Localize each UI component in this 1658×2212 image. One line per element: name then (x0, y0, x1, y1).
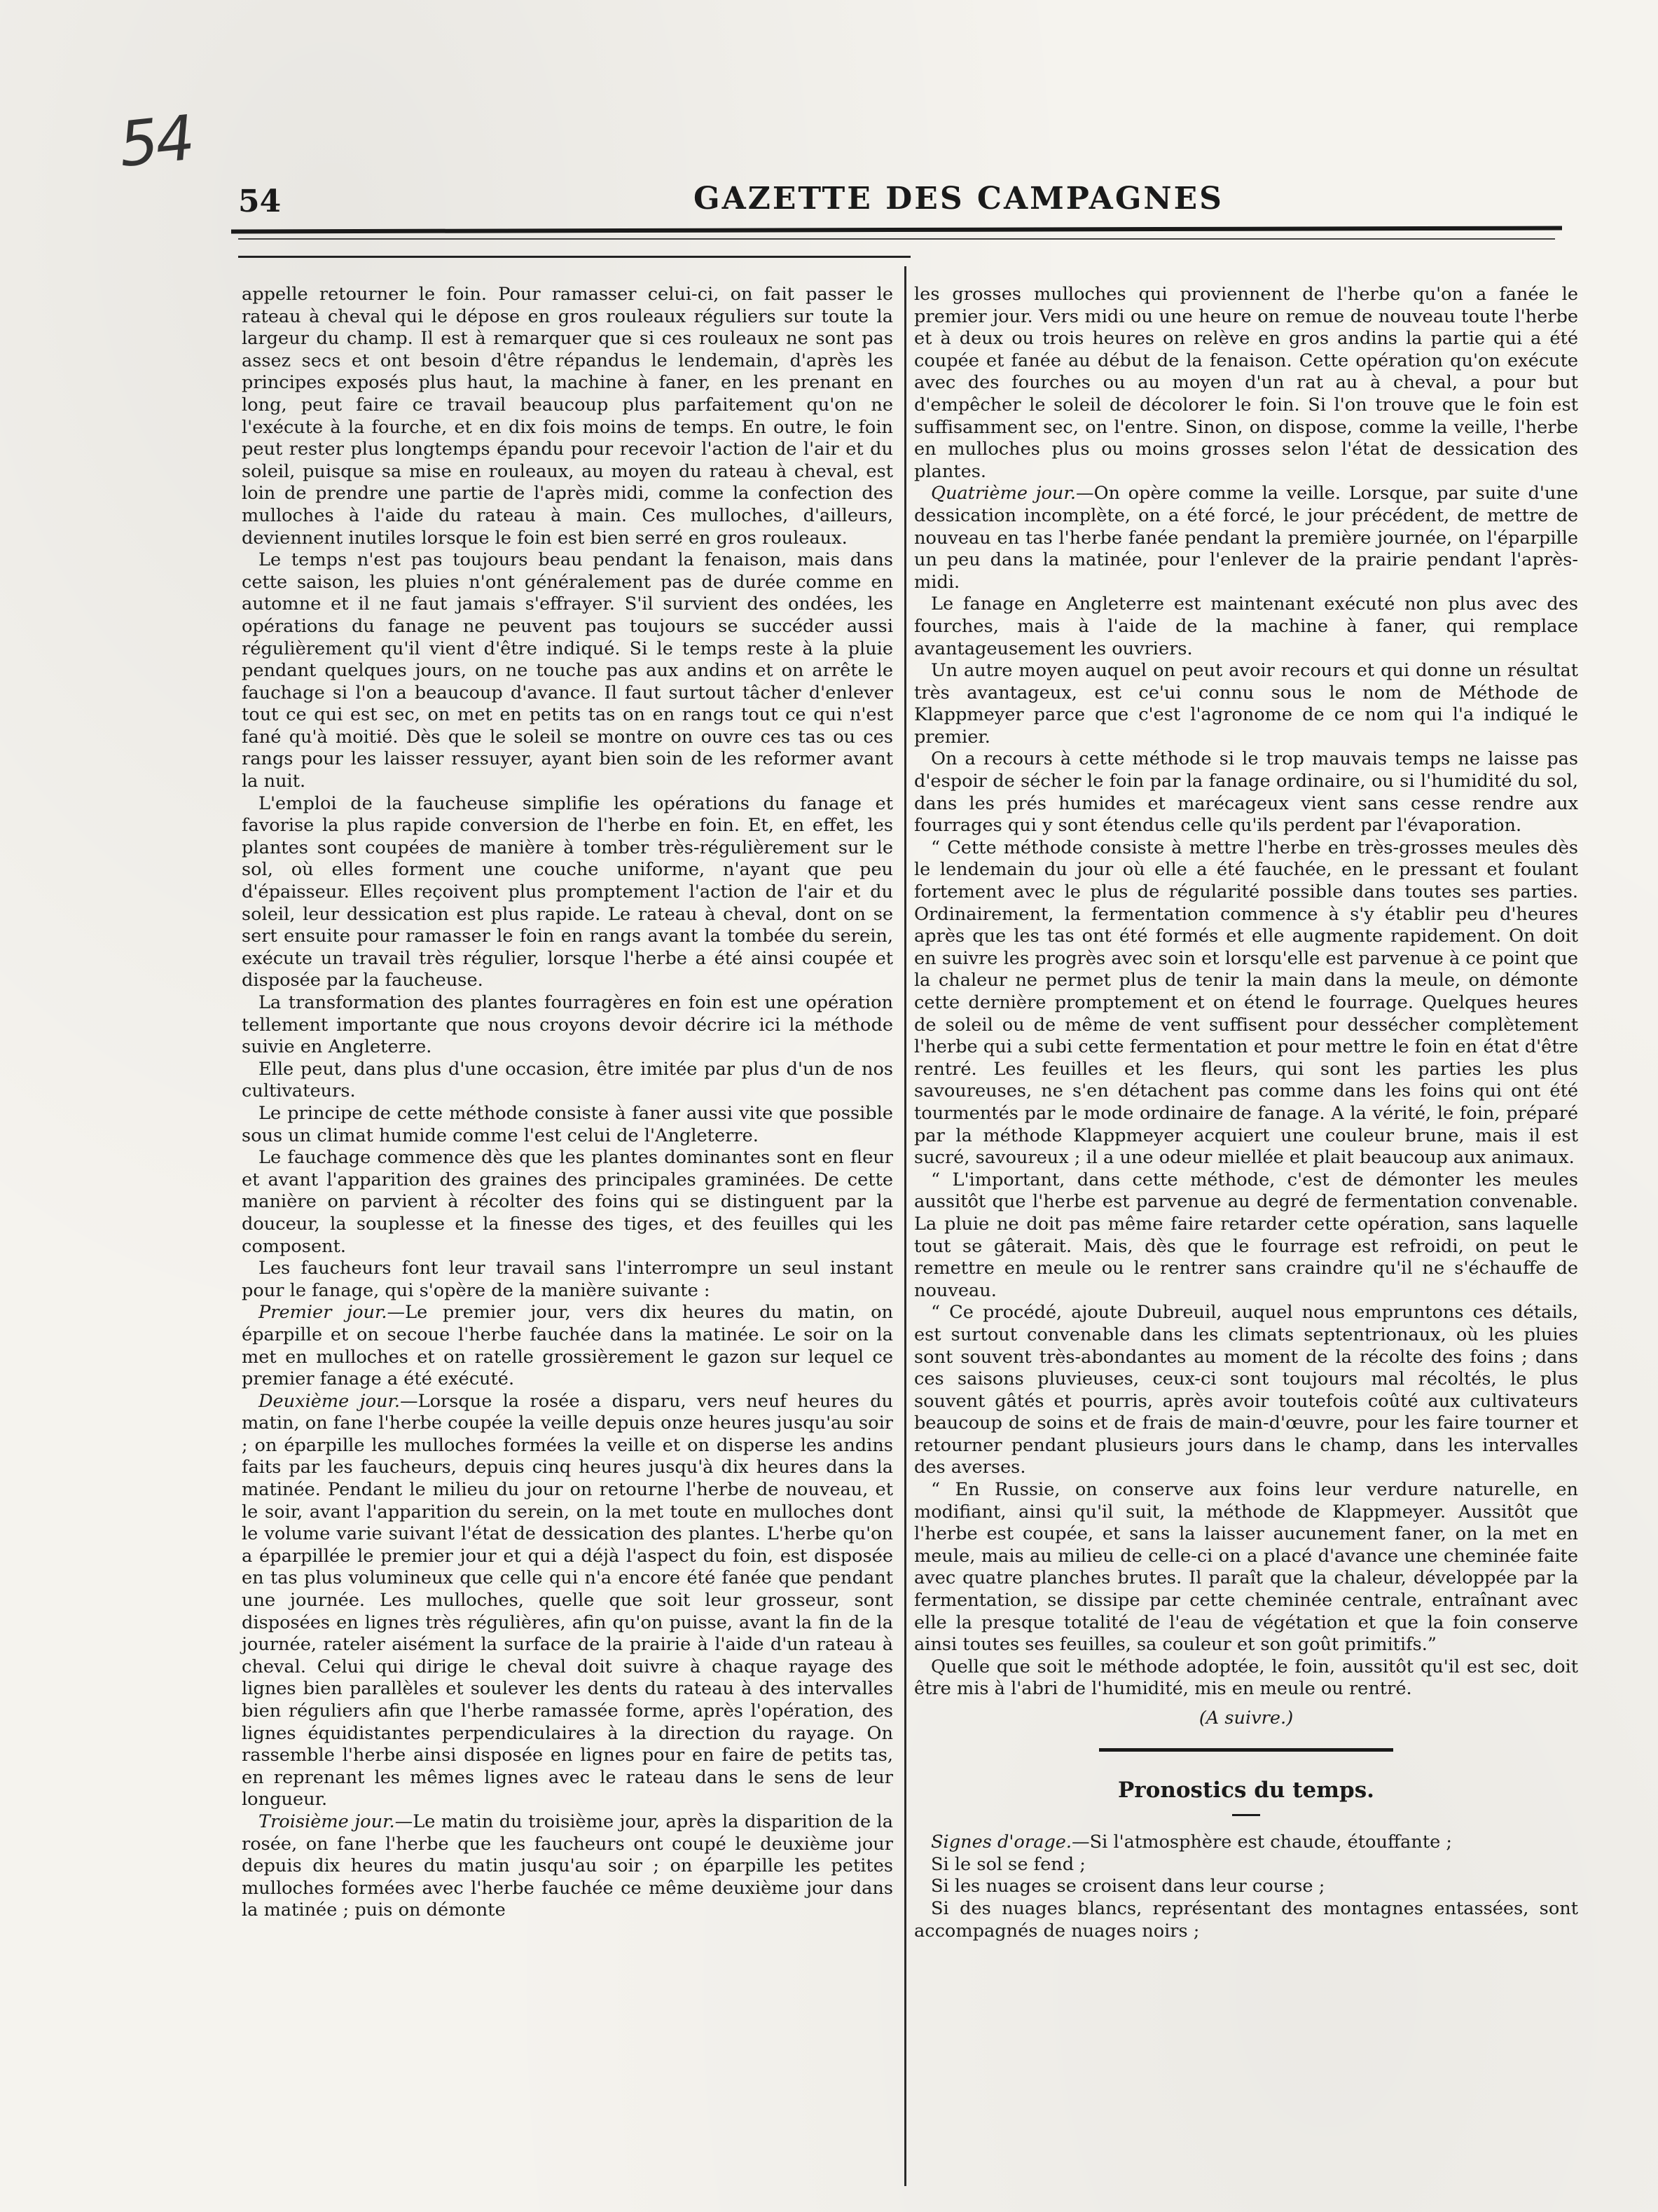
paragraph-signes-orage: Signes d'orage.—Si l'atmosphère est chaude, étouffante ; (931, 1832, 1453, 1853)
section-title-rule (1232, 1814, 1260, 1816)
paragraph-quote: “ En Russie, on conserve aux foins leur verdure naturelle, en modifiant, ainsi qu'il suit, la méthode de Klappmeyer. Aussitôt que l'herbe est coupée, et sans la laisser aucunement faner, on la met en meule, mais au milieu de celle-ci on a placé d'avance une cheminée faite avec quatre planches brutes. Il paraît que la chaleur, développée par la fermentation, se dissipe par cette cheminée centrale, entraînant avec elle la presque totalité de l'eau de végétation et que la foin conserve ainsi toutes ses feuilles, sa couleur et son goût primitifs.” (914, 1479, 1578, 1656)
paragraph: Un autre moyen auquel on peut avoir recours et qui donne un résultat très avantageux, est ce'ui connu sous le nom de Méthode de Klappmeyer parce que c'est l'agronome de ce nom qui l'a indiqué le premier. (914, 660, 1578, 748)
paragraph: Les faucheurs font leur travail sans l'interrompre un seul instant pour le fanage, qui s'opère de la manière suivante : (242, 1258, 893, 1301)
page-number: 54 (238, 184, 282, 219)
paragraph: les grosses mulloches qui proviennent de l'herbe qu'on a fanée le premier jour. Vers midi ou une heure on remue de nouveau toute l'herbe et à deux ou trois heures on relève en gros andins la partie qui a été coupée et fanée au début de la fenaison. Cette opération qu'on exécute avec des fourches ou au moyen d'un rat au à cheval, a pour but d'empêcher le soleil de décolorer le foin. Si l'on trouve que le foin est suffisamment sec, on l'entre. Sinon, on dispose, comme la veille, l'herbe en mulloches plus ou moins grosses selon l'état de dessication des plantes. (914, 284, 1578, 482)
column-divider (904, 266, 906, 2186)
section-rule (1099, 1748, 1393, 1752)
column-top-rule (238, 256, 911, 258)
to-be-continued: (A suivre.) (1198, 1708, 1294, 1729)
paragraph: Le temps n'est pas toujours beau pendant la fenaison, mais dans cette saison, les pluies n'ont généralement pas de durée comme en automne et il ne faut jamais s'effrayer. S'il survient des ondées, les opérations du fanage ne peuvent pas toujours se succéder aussi régulièrement qu'il vient d'être indiqué. Si le temps reste à la pluie pendant quelques jours, on ne touche pas aux andins et on arrête le fauchage si l'on a beaucoup d'avance. Il faut surtout tâcher d'enlever tout ce qui est sec, on met en petits tas on en rangs tout ce qui n'est fané qu'à moitié. Dès que le soleil se montre on ouvre ces tas ou ces rangs pour les laisser ressuyer, ayant bien soin de les reformer avant la nuit. (242, 549, 893, 792)
paragraph: Le fauchage commence dès que les plantes dominantes sont en fleur et avant l'apparition des graines des principales graminées. De cette manière on parvient à récolter des foins qui se distinguent par la douceur, la souplesse et la finesse des tiges, et des feuilles qui les composent. (242, 1147, 893, 1257)
paragraph: Le fanage en Angleterre est maintenant exécuté non plus avec des fourches, mais à l'aide de la machine à faner, qui remplace avantageusement les ouvriers. (914, 593, 1578, 659)
paragraph-troisieme-jour: Troisième jour.—Le matin du troisième jour, après la disparition de la rosée, on fane l'herbe que les faucheurs ont coupé le deuxième jour depuis dix heures du matin jusqu'au soir ; on éparpille les petites mulloches formées avec l'herbe fauchée ce même deuxième jour dans la matinée ; puis on démonte (242, 1811, 893, 1921)
paragraph-lead-label: Deuxième jour. (258, 1390, 401, 1412)
section-title: Pronostics du temps. (1118, 1777, 1374, 1803)
right-column (914, 284, 1578, 1942)
paragraph: Si les nuages se croisent dans leur course ; (931, 1876, 1325, 1897)
paragraph: La transformation des plantes fourragères en foin est une opération tellement importante que nous croyons devoir décrire ici la méthode suivie en Angleterre. (242, 992, 893, 1058)
paragraph: Le principe de cette méthode consiste à faner aussi vite que possible sous un climat humide comme l'est celui de l'Angleterre. (242, 1102, 893, 1146)
paragraph-deuxieme-jour: Deuxième jour.—Lorsque la rosée a disparu, vers neuf heures du matin, on fane l'herbe coupée la veille depuis onze heures jusqu'au soir ; on éparpille les mulloches formées la veille et on disperse les andins faits par les faucheurs, depuis cinq heures jusqu'à dix heures dans la matinée. Pendant le milieu du jour on retourne l'herbe de nouveau, et le soir, avant l'apparition du serein, on la met toute en mulloches dont le volume varie suivant l'état de dessication des plantes. L'herbe qu'on a éparpillée le premier jour et qui a déjà l'aspect du foin, est disposée en tas plus volumineux que celle qui n'a encore été fanée que pendant une journée. Les mulloches, quelle que soit leur grosseur, sont disposées en lignes très régulières, afin qu'on puisse, avant la fin de la journée, rateler aisément la surface de la prairie à l'aide d'un rateau à cheval. Celui qui dirige le cheval doit suivre à chaque rayage des lignes bien parallèles et soulever les dents du rateau à des intervalles bien réguliers afin que l'herbe ramassée forme, après l'opération, des lignes équidistantes perpendiculaires à la direction du rayage. On rassemble l'herbe ainsi disposée en lignes pour en faire de petits tas, en reprenant les mêmes lignes avec le rateau dans le sens de leur longueur. (242, 1390, 893, 1811)
left-column (242, 284, 893, 1922)
paragraph-quote: “ Cette méthode consiste à mettre l'herbe en très-grosses meules dès le lendemain du jour où elle a été fauchée, en le pressant et foulant fortement avec le plus de régularité possible dans toutes ses parties. Ordinairement, la fermentation commence à s'y établir peu d'heures après que les tas ont été formés et elle augmente rapidement. On doit en suivre les progrès avec soin et lorsqu'elle est parvenue à ce point que la chaleur ne permet plus de tenir la main dans la meule, on démonte cette dernière promptement et on étend le fourrage. Quelques heures de soleil ou de même de vent suffisent pour dessécher complètement l'herbe qui a subi cette fermentation et pour mettre le foin en état d'être rentré. Les feuilles et les fleurs, qui sont les parties les plus savoureuses, ne s'en détachent pas comme dans les foins qui ont été tourmentés par le mode ordinaire de fanage. A la vérité, le foin, préparé par la méthode Klappmeyer acquiert une couleur brune, mais il est sucré, savoureux ; il a une odeur miellée et plait beaucoup aux animaux. (914, 837, 1578, 1169)
paragraph: Quelle que soit le méthode adoptée, le foin, aussitôt qu'il est sec, doit être mis à l'abri de l'humidité, mis en meule ou rentré. (914, 1656, 1578, 1700)
header-rule-thin (238, 238, 1555, 240)
paragraph-lead-label: Signes d'orage. (931, 1832, 1072, 1853)
header-rule (231, 226, 1562, 234)
paragraph: Si le sol se fend ; (931, 1853, 1086, 1875)
paragraph-quote: “ Ce procédé, ajoute Dubreuil, auquel nous empruntons ces détails, est surtout convenable dans les climats septentrionaux, où les pluies sont souvent très-abondantes au moment de la récolte des foins ; dans ces saisons pluvieuses, ceux-ci sont toujours mal récoltés, le plus souvent gâtés et pourris, après avoir toutefois coûté aux cultivateurs beaucoup de soins et de frais de main-d'œuvre, pour les faire tourner et retourner pendant plusieurs jours dans le champ, dans les intervalles des averses. (914, 1302, 1578, 1478)
paragraph-premier-jour: Premier jour.—Le premier jour, vers dix heures du matin, on éparpille et on secoue l'herbe fauchée dans la matinée. Le soir on la met en mulloches et on ratelle grossièrement le gazon sur lequel ce premier fanage a été exécuté. (242, 1302, 893, 1390)
paragraph: L'emploi de la faucheuse simplifie les opérations du fanage et favorise la plus rapide conversion de l'herbe en foin. Et, en effet, les plantes sont coupées de manière à tomber très-régulièrement sur le sol, où elles forment une couche uniforme, n'ayant que peu d'épaisseur. Elles reçoivent plus promptement l'action de l'air et du soleil, leur dessication est plus rapide. Le rateau à cheval, dont on se sert ensuite pour ramasser le foin en rangs avant la tombée du serein, exécute un travail très régulier, lorsque l'herbe a été ainsi coupée et disposée par la faucheuse. (242, 792, 893, 991)
paragraph-quatrieme-jour: Quatrième jour.—On opère comme la veille. Lorsque, par suite d'une dessication incomplète, on a été forcé, le jour précédent, de mettre de nouveau en tas l'herbe fanée pendant la première journée, on l'éparpille un peu dans la matinée, pour l'enlever de la prairie pendant l'après-midi. (914, 483, 1578, 593)
masthead-title: GAZETTE DES CAMPAGNES (693, 181, 1224, 217)
paragraph-lead-label: Quatrième jour. (931, 483, 1076, 504)
paragraph-lead-label: Troisième jour. (258, 1811, 395, 1832)
paragraph-quote: “ L'important, dans cette méthode, c'est de démonter les meules aussitôt que l'herbe est parvenue au degré de fermentation convenable. La pluie ne doit pas même faire retarder cette opération, sans laquelle tout se gâterait. Mais, dès que le fourrage est refroidi, on peut le remettre en meule ou le rentrer sans craindre qu'il ne s'échauffe de nouveau. (914, 1169, 1578, 1301)
paragraph: Si des nuages blancs, représentant des montagnes entassées, sont accompagnés de nuages noirs ; (914, 1897, 1578, 1942)
paragraph: appelle retourner le foin. Pour ramasser celui-ci, on fait passer le rateau à cheval qui le dépose en gros rouleaux réguliers sur toute la largeur du champ. Il est à remarquer que si ces rouleaux ne sont pas assez secs et ont besoin d'être répandus le lendemain, d'après les principes exposés plus haut, la machine à faner, en les prenant en long, peut faire ce travail beaucoup plus parfaitement qu'on ne l'exécute à la fourche, et en dix fois moins de temps. En outre, le foin peut rester plus longtemps épandu pour recevoir l'action de l'air et du soleil, puisque sa mise en rouleaux, au moyen du rateau à cheval, est loin de prendre une partie de l'après midi, comme la confection des mulloches à l'aide du rateau à main. Ces mulloches, d'ailleurs, deviennent inutiles lorsque le foin est bien serré en gros rouleaux. (242, 284, 893, 549)
paragraph: On a recours à cette méthode si le trop mauvais temps ne laisse pas d'espoir de sécher le foin par la fanage ordinaire, ou si l'humidité du sol, dans les prés humides et marécageux vient sans cesse rendre aux fourrages qui y sont étendus celle qu'ils perdent par l'évaporation. (914, 748, 1578, 837)
handwritten-page-number: 54 (115, 101, 196, 181)
paragraph: Elle peut, dans plus d'une occasion, être imitée par plus d'un de nos cultivateurs. (242, 1058, 893, 1102)
paragraph-lead-label: Premier jour. (258, 1302, 387, 1324)
